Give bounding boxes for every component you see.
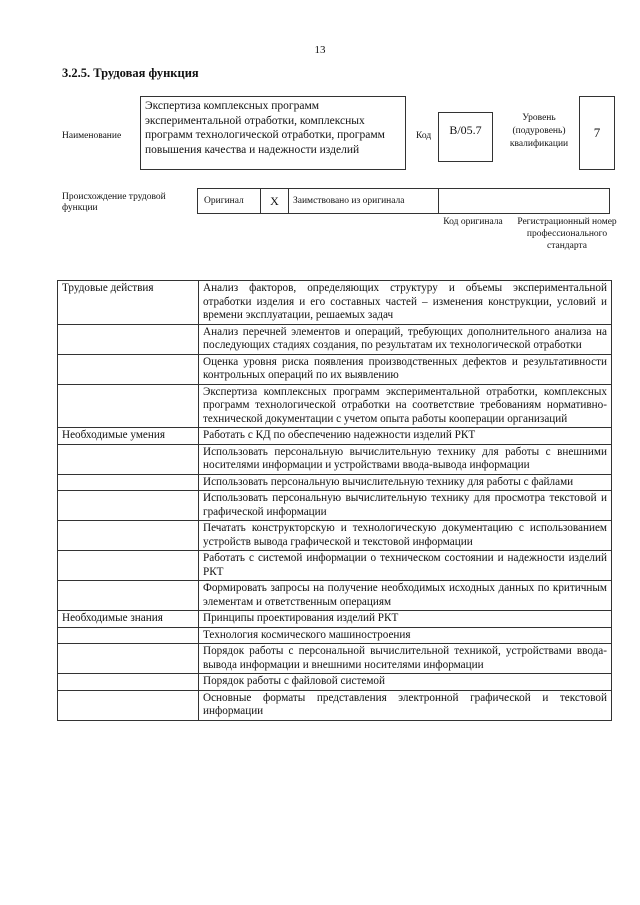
function-name-box: Экспертиза комплексных программ экспериментальной отработки, комплексных программ технологической отработки, программ повышения качества и надежности изделий <box>140 96 406 170</box>
original-label: Оригинал <box>197 188 260 214</box>
item-cell: Использовать персональную вычислительную технику для просмотра текстовой и графической информации <box>199 491 612 521</box>
origin-row <box>197 188 610 214</box>
table-row <box>58 384 612 428</box>
item-cell: Экспертиза комплексных программ экспериментальной отработки, комплексных программ технологической отработки на соответствие требованиям нормативно-технической документации с учетом опыта работы кооперации организаций <box>199 384 612 428</box>
function-details-table <box>57 280 612 721</box>
table-row <box>58 521 612 551</box>
level-value-box: 7 <box>579 96 615 170</box>
category-cell <box>58 521 199 551</box>
category-cell <box>58 690 199 720</box>
table-row <box>58 474 612 491</box>
origin-label: Происхождение трудовой функции <box>62 192 166 213</box>
item-cell: Работать с системой информации о техническом состоянии и надежности изделий РКТ <box>199 551 612 581</box>
category-cell <box>58 627 199 644</box>
table-row <box>58 674 612 691</box>
page-number: 13 <box>314 44 326 56</box>
table-row <box>58 690 612 720</box>
category-cell <box>58 581 199 611</box>
table-row <box>58 581 612 611</box>
category-cell <box>58 644 199 674</box>
item-cell: Порядок работы с персональной вычислительной техникой, устройствами ввода-вывода информации и внешними носителями информации <box>199 644 612 674</box>
table-row <box>58 627 612 644</box>
table-row <box>58 644 612 674</box>
item-cell: Анализ перечней элементов и операций, требующих дополнительного анализа на последующих стадиях создания, по результатам их технологической отработки <box>199 324 612 354</box>
borrowed-label: Заимствовано из оригинала <box>288 188 438 214</box>
category-cell <box>58 474 199 491</box>
section-title: 3.2.5. Трудовая функция <box>62 66 199 80</box>
code-original-cell <box>438 188 503 214</box>
code-value-box: B/05.7 <box>438 112 493 162</box>
category-cell <box>58 491 199 521</box>
category-cell <box>58 674 199 691</box>
category-cell <box>58 324 199 354</box>
item-cell: Использовать персональную вычислительную технику для работы с внешними носителями информации и устройствами ввода-вывода информации <box>199 444 612 474</box>
table-row <box>58 428 612 445</box>
table-row <box>58 611 612 628</box>
table-row <box>58 491 612 521</box>
reg-number-cell <box>503 188 610 214</box>
category-cell <box>58 354 199 384</box>
category-cell: Трудовые действия <box>58 281 199 325</box>
table-row <box>58 324 612 354</box>
item-cell: Принципы проектирования изделий РКТ <box>199 611 612 628</box>
item-cell: Основные форматы представления электронной графической и текстовой информации <box>199 690 612 720</box>
category-cell: Необходимые знания <box>58 611 199 628</box>
item-cell: Оценка уровня риска появления производственных дефектов и результативности контрольных операций по их выявлению <box>199 354 612 384</box>
name-label: Наименование <box>62 131 122 141</box>
item-cell: Печатать конструкторскую и технологическую документацию с использованием устройств вывода графической и текстовой информации <box>199 521 612 551</box>
level-label: Уровень (подуровень) квалификации <box>509 113 569 149</box>
item-cell: Использовать персональную вычислительную технику для работы с файлами <box>199 474 612 491</box>
table-row <box>58 551 612 581</box>
reg-number-label: Регистрационный номер профессионального стандарта <box>517 217 617 251</box>
category-cell <box>58 444 199 474</box>
category-cell <box>58 384 199 428</box>
table-row <box>58 281 612 325</box>
code-label: Код <box>416 131 432 141</box>
item-cell: Формировать запросы на получение необходимых исходных данных по критичным элементам и ответственным операциям <box>199 581 612 611</box>
item-cell: Работать с КД по обеспечению надежности изделий РКТ <box>199 428 612 445</box>
table-row <box>58 354 612 384</box>
code-original-label: Код оригинала <box>443 217 503 227</box>
table-row <box>58 444 612 474</box>
category-cell <box>58 551 199 581</box>
item-cell: Технология космического машиностроения <box>199 627 612 644</box>
category-cell: Необходимые умения <box>58 428 199 445</box>
item-cell: Анализ факторов, определяющих структуру и объемы экспериментальной отработки изделия и его составных частей – изменения конструкции, условий и времени эксплуатации, решаемых задач <box>199 281 612 325</box>
original-mark: X <box>260 188 288 214</box>
item-cell: Порядок работы с файловой системой <box>199 674 612 691</box>
